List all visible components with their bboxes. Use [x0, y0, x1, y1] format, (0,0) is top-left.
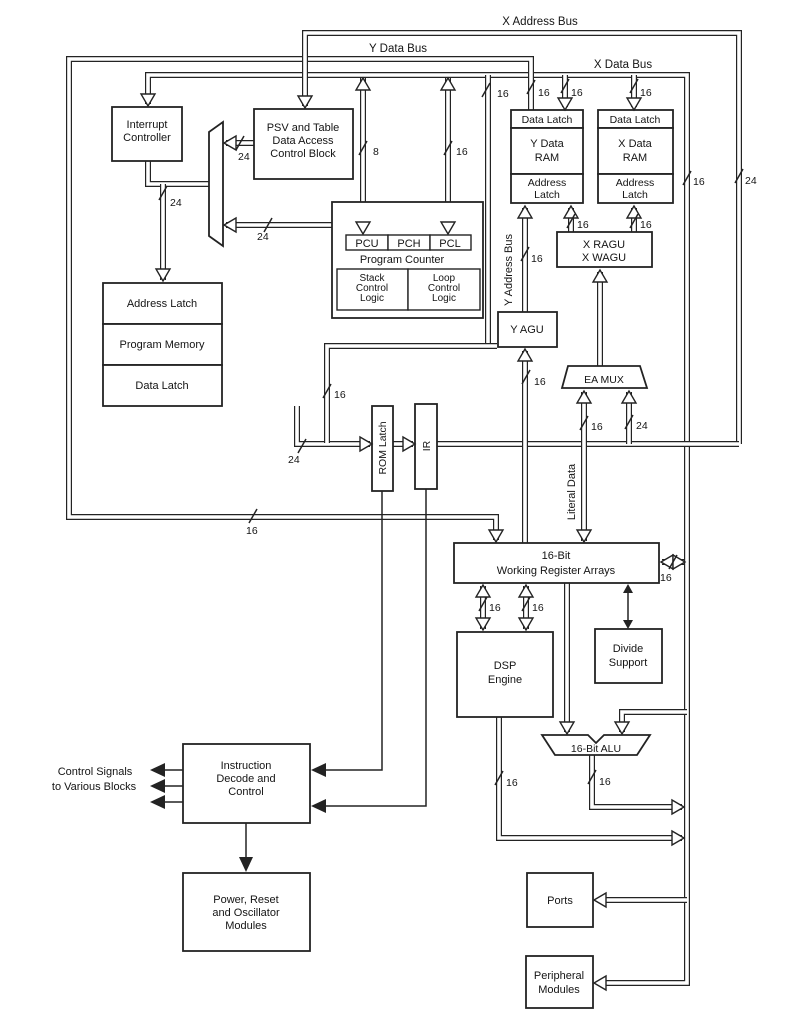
- bus-width-label: 16: [640, 87, 652, 99]
- psv-label-1: PSV and Table: [266, 122, 340, 134]
- ports-label: Ports: [547, 895, 573, 907]
- bus-width-label: 24: [257, 231, 269, 243]
- bus-width-label: 16: [599, 776, 611, 788]
- bus-width-label: 16: [456, 146, 468, 158]
- block-y-agu: [498, 312, 557, 347]
- bus-width-label: 16: [531, 253, 543, 265]
- block-x-data-ram: [598, 110, 673, 203]
- address-mux-shape: [209, 122, 223, 246]
- y-ram-name-1: Y Data: [530, 138, 564, 150]
- block-dsp-engine: [457, 632, 553, 717]
- bus-width-label: 24: [636, 420, 648, 432]
- bus-width-label: 16: [497, 88, 509, 100]
- y-ram-data-latch: Data Latch: [521, 114, 573, 126]
- pc-cell-pch: PCH: [397, 238, 421, 250]
- power-label-3: Modules: [225, 920, 267, 932]
- x-ram-name-1: X Data: [618, 138, 652, 150]
- wra-label-2: Working Register Arrays: [496, 565, 616, 577]
- bus-width-label: 24: [288, 454, 300, 466]
- psv-label-2: Data Access: [272, 135, 334, 147]
- bus-width-label: 16: [571, 87, 583, 99]
- control-signals-line-2: to Various Blocks: [51, 781, 137, 793]
- bus-width-label: 16: [334, 389, 346, 401]
- x-wagu-label: X WAGU: [581, 252, 627, 264]
- control-signals-line-1: Control Signals: [57, 766, 133, 778]
- power-label-2: and Oscillator: [212, 907, 280, 919]
- block-y-data-ram: [511, 110, 583, 203]
- block-x-ragu-wagu: [557, 232, 652, 267]
- block-program-counter: [332, 202, 483, 318]
- block-ports: [527, 873, 593, 927]
- bus-width-label: 16: [577, 219, 589, 231]
- loop-control-2: Control: [427, 283, 461, 294]
- peripheral-label-1: Peripheral: [533, 970, 585, 982]
- program-memory-row-3: Data Latch: [135, 380, 189, 392]
- x-ram-data-latch: Data Latch: [609, 114, 661, 126]
- bus-width-label: 16: [640, 219, 652, 231]
- y-data-bus-label: Y Data Bus: [369, 43, 427, 55]
- y-agu-label: Y AGU: [510, 324, 544, 336]
- bus-width-label: 16: [506, 777, 518, 789]
- bus-width-label: 16: [532, 602, 544, 614]
- bus-width-label: 16: [693, 176, 705, 188]
- rom-latch-label: ROM Latch: [377, 421, 389, 475]
- x-ram-addr-latch-2: Latch: [622, 189, 648, 201]
- bus-width-label: 8: [373, 146, 379, 158]
- bus-width-label: 16: [538, 87, 550, 99]
- ir-label: IR: [421, 440, 433, 452]
- y-ram-name-2: RAM: [534, 152, 560, 164]
- stack-control-1: Stack: [359, 273, 385, 284]
- wra-label-1: 16-Bit: [541, 550, 571, 562]
- divide-label-2: Support: [608, 657, 648, 669]
- block-alu: [542, 735, 650, 755]
- ea-mux-label: EA MUX: [584, 374, 624, 386]
- bus-width-label: 24: [745, 175, 757, 187]
- program-memory-row-2: Program Memory: [119, 339, 205, 351]
- y-address-bus-label: Y Address Bus: [503, 234, 515, 306]
- bus-width-label: 24: [170, 197, 182, 209]
- stack-control-3: Logic: [360, 293, 384, 304]
- decode-label-2: Decode and: [216, 773, 276, 785]
- bus-width-label: 16: [534, 376, 546, 388]
- block-divide-support: [595, 629, 662, 683]
- program-memory-row-1: Address Latch: [126, 298, 198, 310]
- alu-label: 16-Bit ALU: [570, 743, 622, 755]
- control-signals-note: [52, 766, 137, 793]
- psv-label-3: Control Block: [270, 148, 336, 160]
- bus-width-label: 16: [591, 421, 603, 433]
- pc-cell-pcl: PCL: [439, 238, 461, 250]
- block-rom-latch: [372, 406, 393, 491]
- decode-label-1: Instruction: [220, 760, 272, 772]
- program-counter-label: Program Counter: [359, 254, 445, 266]
- blocks: [103, 107, 673, 1008]
- interrupt-controller-label-1: Interrupt: [126, 119, 168, 131]
- y-ram-addr-latch-1: Address: [527, 177, 567, 189]
- peripheral-label-2: Modules: [538, 984, 580, 996]
- block-ir: [415, 404, 437, 489]
- loop-control-1: Loop: [432, 273, 456, 284]
- dsp-label-2: Engine: [487, 674, 523, 686]
- x-ragu-label: X RAGU: [582, 239, 626, 251]
- y-ram-addr-latch-2: Latch: [534, 189, 560, 201]
- loop-control-3: Logic: [432, 293, 456, 304]
- x-data-bus-label: X Data Bus: [593, 59, 653, 71]
- block-psv-table: [254, 109, 353, 179]
- divide-label-1: Divide: [612, 643, 644, 655]
- interrupt-controller-label-2: Controller: [123, 132, 171, 144]
- decode-label-3: Control: [228, 786, 264, 798]
- block-peripheral-modules: [526, 956, 593, 1008]
- block-program-memory: [103, 283, 222, 406]
- block-interrupt-controller: [112, 107, 182, 161]
- block-ea-mux: [562, 366, 647, 388]
- x-ram-name-2: RAM: [622, 152, 648, 164]
- literal-data-label: Literal Data: [566, 463, 578, 521]
- bus-width-label: 16: [246, 525, 258, 537]
- dsp-label-1: DSP: [493, 660, 517, 672]
- x-ram-addr-latch-1: Address: [615, 177, 655, 189]
- solid-arrowheads: [150, 584, 633, 872]
- power-label-1: Power, Reset: [213, 894, 279, 906]
- bus-width-label: 24: [238, 151, 250, 163]
- bus-width-label: 16: [660, 572, 672, 584]
- x-address-bus-label: X Address Bus: [502, 16, 578, 28]
- block-working-register-arrays: [454, 543, 659, 583]
- block-instruction-decode: [183, 744, 310, 823]
- pc-cell-pcu: PCU: [355, 238, 379, 250]
- stack-control-2: Control: [355, 283, 389, 294]
- bus-width-label: 16: [489, 602, 501, 614]
- block-power-reset: [183, 873, 310, 951]
